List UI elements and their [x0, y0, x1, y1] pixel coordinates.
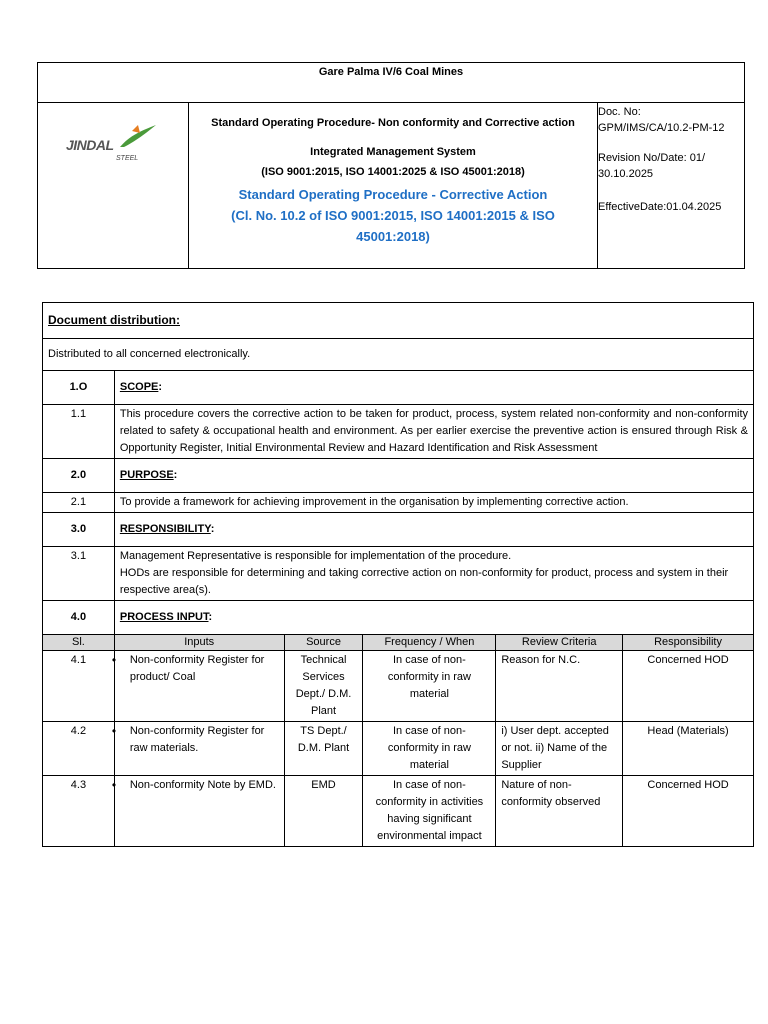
col-header-source: Source [284, 635, 363, 651]
effective-date: EffectiveDate:01.04.2025 [598, 201, 722, 213]
table-row [43, 651, 754, 722]
col-header-frequency: Frequency / When [363, 635, 496, 651]
doc-info-cell [598, 103, 745, 269]
row-criteria: Nature of non-conformity observed [496, 776, 623, 847]
row-criteria: i) User dept. accepted or not. ii) Name of the Supplier [496, 722, 623, 776]
scope-heading: SCOPE: [114, 371, 753, 405]
row-frequency: In case of non-conformity in raw material [363, 651, 496, 722]
row-input: • Non-conformity Note by EMD. [114, 776, 284, 847]
distribution-heading: Document distribution: [43, 303, 754, 339]
col-header-sl: Sl. [43, 635, 115, 651]
col-header-responsibility: Responsibility [623, 635, 754, 651]
row-frequency: In case of non-conformity in raw material [363, 722, 496, 776]
scope-item-number: 1.1 [43, 405, 115, 459]
scope-number: 1.O [43, 371, 115, 405]
logo-text: JINDAL [66, 137, 114, 153]
ims-title: Integrated Management System [310, 146, 476, 158]
sop-title: Standard Operating Procedure- Non conformity and Corrective action [211, 117, 575, 129]
row-input: • Non-conformity Register for product/ Coal [114, 651, 284, 722]
row-source: Technical Services Dept./ D.M. Plant [284, 651, 363, 722]
row-responsibility: Head (Materials) [623, 722, 754, 776]
scope-text: This procedure covers the corrective action to be taken for product, process, system related non-conformity and non-conformity related to safety & occupational health and environment. As per earlier exercise the preventive action is ensured through Risk & Opportunity Register, Initial Environmental Review and Hazard Identification and Risk Assessment [114, 405, 753, 459]
responsibility-line-1: Management Representative is responsible for implementation of the procedure. [119, 550, 512, 562]
process-input-column-headers [43, 635, 754, 651]
blue-clause: (Cl. No. 10.2 of ISO 9001:2015, ISO 14001:2015 & ISO 45001:2018) [231, 208, 555, 244]
row-sl: 4.1 [43, 651, 115, 722]
row-frequency: In case of non-conformity in activities having significant environmental impact [363, 776, 496, 847]
document-header [37, 62, 745, 269]
blue-title: Standard Operating Procedure - Corrective Action [238, 187, 548, 202]
responsibility-number: 3.0 [43, 513, 115, 547]
row-sl: 4.3 [43, 776, 115, 847]
logo-swoosh-icon [118, 123, 158, 149]
responsibility-heading: RESPONSIBILITY: [114, 513, 753, 547]
row-criteria: Reason for N.C. [496, 651, 623, 722]
logo-cell [38, 103, 189, 269]
procedure-table [42, 302, 754, 847]
purpose-item-number: 2.1 [43, 493, 115, 513]
company-name: Gare Palma IV/6 Coal Mines [38, 63, 745, 103]
jindal-steel-logo [66, 123, 176, 173]
logo-subtext: STEEL [116, 155, 139, 162]
col-header-inputs: Inputs [114, 635, 284, 651]
responsibility-line-2: HODs are responsible for determining and taking corrective action on non-conformity for product, process and system in their respective area(s). [119, 567, 729, 596]
process-input-number: 4.0 [43, 601, 115, 635]
doc-no: GPM/IMS/CA/10.2-PM-12 [598, 122, 725, 134]
table-row [43, 722, 754, 776]
table-row [43, 776, 754, 847]
title-cell [189, 103, 598, 269]
iso-list: (ISO 9001:2015, ISO 14001:2025 & ISO 45001:2018) [261, 166, 525, 178]
purpose-text: To provide a framework for achieving improvement in the organisation by implementing corrective action. [114, 493, 753, 513]
col-header-criteria: Review Criteria [496, 635, 623, 651]
purpose-number: 2.0 [43, 459, 115, 493]
row-responsibility: Concerned HOD [623, 776, 754, 847]
distribution-text: Distributed to all concerned electronically. [43, 339, 754, 371]
doc-no-label: Doc. No: [598, 106, 641, 118]
responsibility-item-number: 3.1 [43, 547, 115, 601]
responsibility-text [114, 547, 753, 601]
revision-info: Revision No/Date: 01/ 30.10.2025 [598, 152, 705, 180]
process-input-heading: PROCESS INPUT: [114, 601, 753, 635]
row-source: EMD [284, 776, 363, 847]
purpose-heading: PURPOSE: [114, 459, 753, 493]
row-sl: 4.2 [43, 722, 115, 776]
row-source: TS Dept./ D.M. Plant [284, 722, 363, 776]
row-responsibility: Concerned HOD [623, 651, 754, 722]
row-input: • Non-conformity Register for raw materials. [114, 722, 284, 776]
